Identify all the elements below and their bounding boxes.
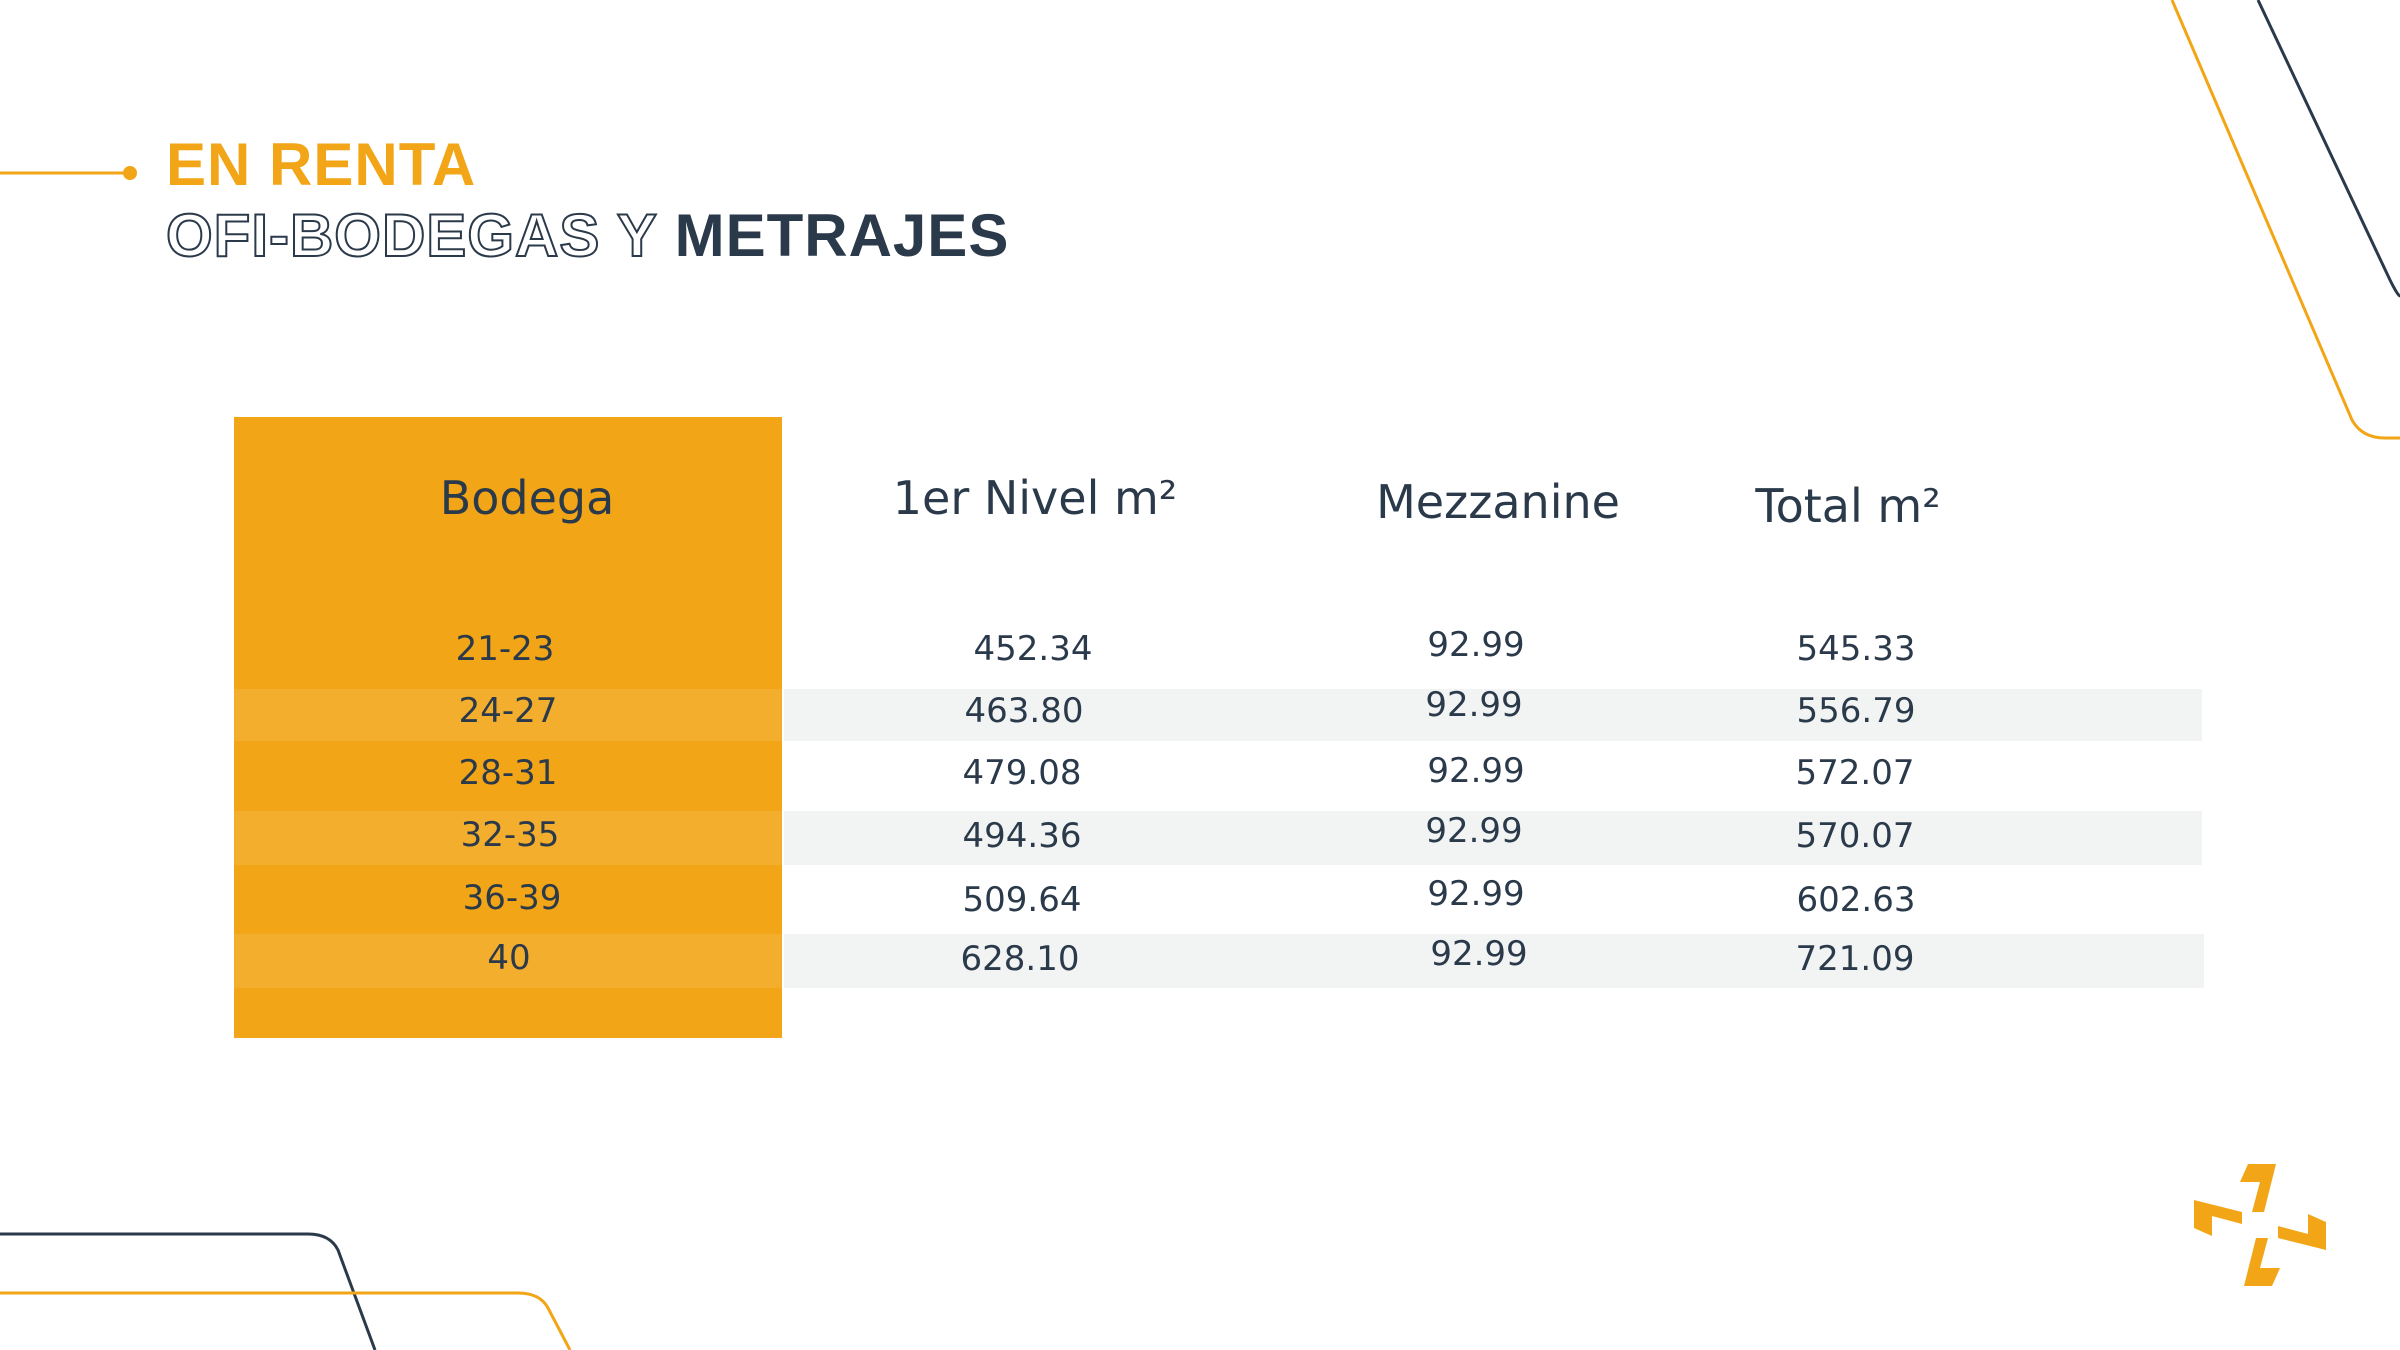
table-cell: 463.80 <box>964 691 1084 731</box>
header-bodega: Bodega <box>439 471 615 525</box>
table-cell: 28-31 <box>458 753 558 793</box>
table-cell: 545.33 <box>1796 629 1916 669</box>
table-cell: 40 <box>487 938 531 978</box>
table-cell: 479.08 <box>962 753 1082 793</box>
table-cell: 602.63 <box>1796 880 1916 920</box>
table-cell: 509.64 <box>962 880 1082 920</box>
table-cell: 21-23 <box>455 629 555 669</box>
table-cell: 570.07 <box>1795 816 1915 856</box>
header-mezzanine: Mezzanine <box>1376 475 1620 529</box>
table-cell: 36-39 <box>462 878 562 918</box>
table-cell: 92.99 <box>1427 874 1525 914</box>
table-cell: 92.99 <box>1425 811 1523 851</box>
table-cell: 628.10 <box>960 939 1080 979</box>
table-cell: 92.99 <box>1430 934 1528 974</box>
table-cell: 92.99 <box>1425 685 1523 725</box>
table-cell: 494.36 <box>962 816 1082 856</box>
table-cell: 24-27 <box>458 691 558 731</box>
header-1er-nivel: 1er Nivel m² <box>892 471 1178 525</box>
table-cell: 721.09 <box>1795 939 1915 979</box>
title-en-renta: EN RENTA <box>166 131 477 198</box>
table-cell: 92.99 <box>1427 751 1525 791</box>
table-cell: 452.34 <box>973 629 1093 669</box>
title-metrajes: METRAJES <box>674 202 1010 269</box>
table-cell: 92.99 <box>1427 625 1525 665</box>
table-cell: 572.07 <box>1795 753 1915 793</box>
pinwheel-logo-icon <box>2190 1160 2330 1290</box>
header-total: Total m² <box>1755 479 1941 533</box>
table-cell: 556.79 <box>1796 691 1916 731</box>
table-cell: 32-35 <box>460 815 560 855</box>
title-ofi-bodegas: OFI-BODEGAS Y <box>166 202 658 269</box>
